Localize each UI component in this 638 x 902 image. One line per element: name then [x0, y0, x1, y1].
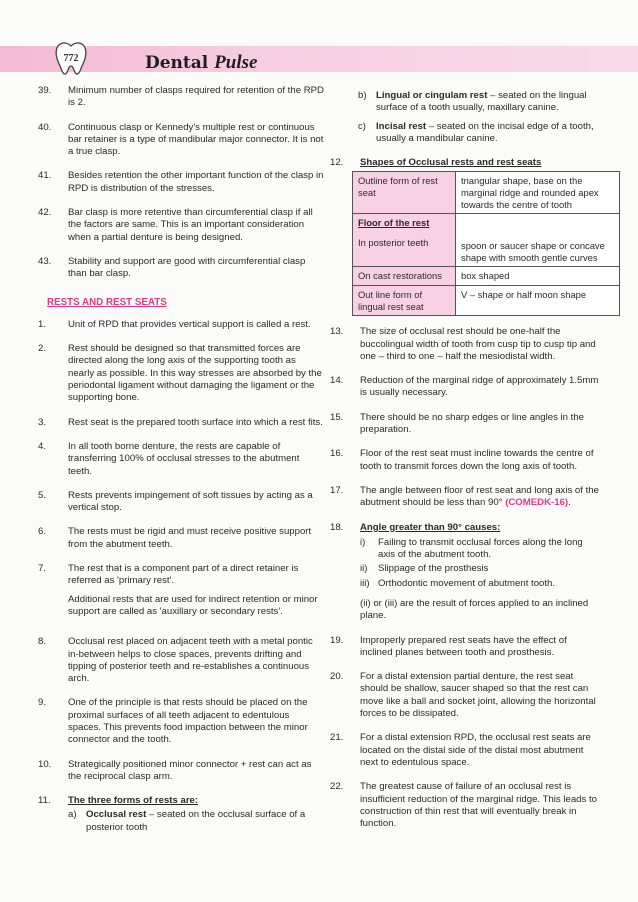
- item-number: 13.: [330, 326, 344, 338]
- item-text: Unit of RPD that provides vertical support is called a rest.: [68, 318, 311, 330]
- list-item: [330, 375, 600, 400]
- list-item: [38, 490, 324, 515]
- table-cell: On cast restorations: [353, 267, 456, 286]
- list-item: [38, 526, 324, 551]
- table-row: [353, 286, 620, 316]
- list-item: [330, 671, 600, 720]
- sub-label: iii): [360, 577, 370, 589]
- list-item: [38, 207, 324, 244]
- item-text: Bar clasp is more retentive than circumferential clasp if all the factors are same. This is an important consideration when a partial denture is being designed.: [68, 207, 313, 243]
- list-item: [330, 732, 600, 769]
- list-item: [330, 448, 600, 473]
- section-heading: RESTS AND REST SEATS: [47, 296, 167, 308]
- header-band: [0, 46, 638, 72]
- item-number: 18.: [330, 521, 344, 533]
- item-text: For a distal extension RPD, the occlusal rest seats are located on the distal side of the distal most abutment next to edentulous space.: [360, 732, 591, 768]
- sub-label: ii): [360, 563, 368, 575]
- sub-text: [86, 809, 324, 834]
- item-number: 3.: [38, 416, 47, 428]
- item-number: 21.: [330, 732, 344, 744]
- cell-text: In posterior teeth: [358, 236, 429, 248]
- sub-item: [358, 90, 600, 115]
- sub-label: i): [360, 536, 366, 548]
- brand-script: Pulse: [214, 52, 258, 73]
- sub-item: [360, 578, 600, 590]
- item-text: There should be no sharp edges or line angles in the preparation.: [360, 411, 585, 436]
- sub-item: [360, 537, 600, 562]
- item-number: 5.: [38, 489, 47, 501]
- item-number: 20.: [330, 671, 344, 683]
- item-text: Strategically positioned minor connector + rest can act as the reciprocal clasp arm.: [68, 758, 312, 782]
- list-item: [38, 417, 324, 429]
- item-text: Improperly prepared rest seats have the effect of inclined planes between tooth and prosthesis.: [360, 634, 567, 658]
- sub-item: [358, 121, 600, 146]
- term: Incisal rest: [376, 120, 427, 132]
- table-row: [353, 214, 620, 267]
- list-item: [38, 441, 324, 478]
- list-item: [38, 85, 324, 110]
- item-text: The size of occlusal rest should be one-half the buccolingual width of tooth from cusp tip to cusp tip and one – third to one – half the mesiodistal width.: [360, 326, 596, 362]
- item-subheading: Shapes of Occlusal rests and rest seats: [360, 157, 542, 169]
- item-number: 40.: [38, 121, 52, 133]
- exam-tag: (COMEDK-16): [505, 497, 569, 509]
- list-item: [38, 256, 324, 281]
- item-text: In all tooth borne denture, the rests are capable of transferring 100% of occlusal stresses to the abutment teeth.: [68, 440, 300, 477]
- item-number: 2.: [38, 343, 47, 355]
- item-number: 43.: [38, 255, 52, 267]
- right-column: [330, 88, 605, 842]
- table-cell: Out line form of lingual rest seat: [353, 286, 456, 316]
- table-subheading: Floor of the rest: [358, 217, 430, 229]
- sub-text: Slippage of the prosthesis: [378, 563, 489, 575]
- item-subheading: The three forms of rests are:: [68, 795, 199, 807]
- left-column: [38, 85, 324, 848]
- table-cell: box shaped: [456, 267, 620, 286]
- item-text: [68, 563, 324, 624]
- item-number: 14.: [330, 375, 344, 387]
- list-item: [330, 485, 600, 510]
- item-punct: .: [568, 497, 571, 509]
- item-number: 16.: [330, 448, 344, 460]
- list-item: [38, 636, 324, 685]
- list-item: [38, 122, 324, 159]
- table-cell: spoon or saucer shape or concave shape with smooth gentle curves: [456, 214, 620, 267]
- list-item: [38, 759, 324, 784]
- item-number: 17.: [330, 484, 344, 496]
- item-text: Floor of the rest seat must incline towards the centre of tooth to transmit forces down the long axis of tooth.: [360, 448, 594, 472]
- list-item: [330, 781, 600, 830]
- table-cell: triangular shape, base on the marginal ridge and rounded apex towards the centre of tooth: [456, 172, 620, 214]
- table-cell: Outline form of rest seat: [353, 172, 456, 214]
- item-number: 7.: [38, 563, 47, 575]
- item-paragraph: Additional rests that are used for indirect retention or minor support are called as 'auxillary or secondary rests'.: [68, 593, 318, 617]
- list-item: [38, 563, 324, 624]
- item-number: 4.: [38, 440, 47, 452]
- item-note: (ii) or (iii) are the result of forces applied to an inclined plane.: [360, 597, 589, 622]
- definition: – seated on the lingual surface of a tooth usually, maxillary canine.: [376, 90, 587, 114]
- item-text: Reduction of the marginal ridge of approximately 1.5mm is usually necessary.: [360, 375, 599, 399]
- rest-shapes-table: [352, 171, 620, 316]
- table-row: [353, 267, 620, 286]
- item-text: Occlusal rest placed on adjacent teeth with a metal pontic in-between helps to close spaces, prevents drifting and tipping of posterior teeth and re-establishes a continuous arch.: [68, 636, 313, 685]
- list-item: [38, 319, 324, 331]
- term: Lingual or cingulam rest: [376, 90, 488, 101]
- term: Occlusal rest: [86, 809, 147, 821]
- item-text: Besides retention the other important function of the clasp in RPD is distribution of the stresses.: [68, 170, 324, 194]
- item-number: 1.: [38, 318, 47, 330]
- sub-text: [376, 90, 600, 115]
- list-item: [330, 326, 600, 363]
- item-number: 12.: [330, 157, 344, 169]
- sub-text: Failing to transmit occlusal forces along the long axis of the abutment tooth.: [378, 536, 583, 561]
- item-text: The greatest cause of failure of an occlusal rest is insufficient reduction of the marginal ridge. This leads to construction of thin rest that will eventually break in function.: [360, 781, 597, 830]
- list-item: [38, 170, 324, 195]
- item-number: 9.: [38, 697, 47, 709]
- item-text: [360, 485, 600, 510]
- item-number: 11.: [38, 795, 51, 807]
- list-item: [330, 412, 600, 437]
- item-paragraph: The rest that is a component part of a direct retainer is referred as 'primary rest'.: [68, 563, 299, 587]
- list-item: [38, 795, 324, 836]
- list-item: [330, 157, 600, 169]
- item-text: For a distal extension partial denture, the rest seat should be shallow, saucer shaped so that the rest can move like a ball and socket joint, allowing the horizontal forces to be dissipated.: [360, 671, 596, 720]
- brand-title: [145, 52, 257, 74]
- brand-word: Dental: [145, 53, 209, 73]
- sub-text: [376, 121, 600, 146]
- item-text: The rests must be rigid and must receive positive support from the abutment teeth.: [68, 526, 312, 550]
- item-text: Rests prevents impingement of soft tissues by acting as a vertical stop.: [68, 489, 313, 514]
- sub-label: a): [68, 809, 77, 821]
- definition: – seated on the occlusal surface of a posterior tooth: [86, 809, 306, 833]
- item-text: Minimum number of clasps required for retention of the RPD is 2.: [68, 85, 324, 109]
- sub-item: [360, 563, 600, 575]
- table-row: [353, 172, 620, 214]
- definition: – seated on the incisal edge of a tooth, usually a mandibular canine.: [376, 120, 594, 144]
- item-text: Rest seat is the prepared tooth surface into which a rest fits.: [68, 416, 323, 428]
- item-number: 10.: [38, 758, 52, 770]
- item-text: Rest should be designed so that transmitted forces are directed along the long axis of the supporting tooth as nearly as possible. In this way stresses are absorbed by the periodontal ligament without damaging the ligament or the supporting bone.: [68, 343, 322, 404]
- item-number: 15.: [330, 411, 344, 423]
- page-number: 772: [63, 53, 79, 64]
- sub-label: c): [358, 120, 366, 132]
- item-subheading: Angle greater than 90° causes:: [360, 521, 501, 533]
- item-text: One of the principle is that rests should be placed on the proximal surfaces of all teeth adjacent to edentulous spaces. This prevents food impaction between the minor connector and the tooth.: [68, 697, 308, 746]
- sub-label: b): [358, 90, 367, 101]
- sub-item: [68, 809, 324, 834]
- item-number: 41.: [38, 170, 52, 182]
- table-cell: [353, 214, 456, 267]
- item-text: [360, 522, 600, 623]
- list-item: [38, 697, 324, 746]
- table-cell: V – shape or half moon shape: [456, 286, 620, 316]
- list-item: [330, 522, 600, 623]
- item-text: Continuous clasp or Kennedy's multiple rest or continuous bar retainer is a type of mandibular major connector. It is not a true clasp.: [68, 121, 324, 158]
- sub-text: Orthodontic movement of abutment tooth.: [378, 577, 556, 589]
- item-sentence: The angle between floor of rest seat and long axis of the abutment should be less than 90°: [360, 484, 599, 509]
- list-item: [38, 343, 324, 404]
- item-number: 39.: [38, 85, 52, 96]
- item-number: 42.: [38, 207, 52, 219]
- item-number: 8.: [38, 636, 47, 648]
- item-text: [68, 795, 324, 836]
- item-text: Stability and support are good with circumferential clasp than bar clasp.: [68, 255, 306, 280]
- item-number: 19.: [330, 634, 344, 646]
- item-number: 22.: [330, 781, 344, 793]
- list-item: [330, 635, 600, 660]
- item-number: 6.: [38, 526, 47, 538]
